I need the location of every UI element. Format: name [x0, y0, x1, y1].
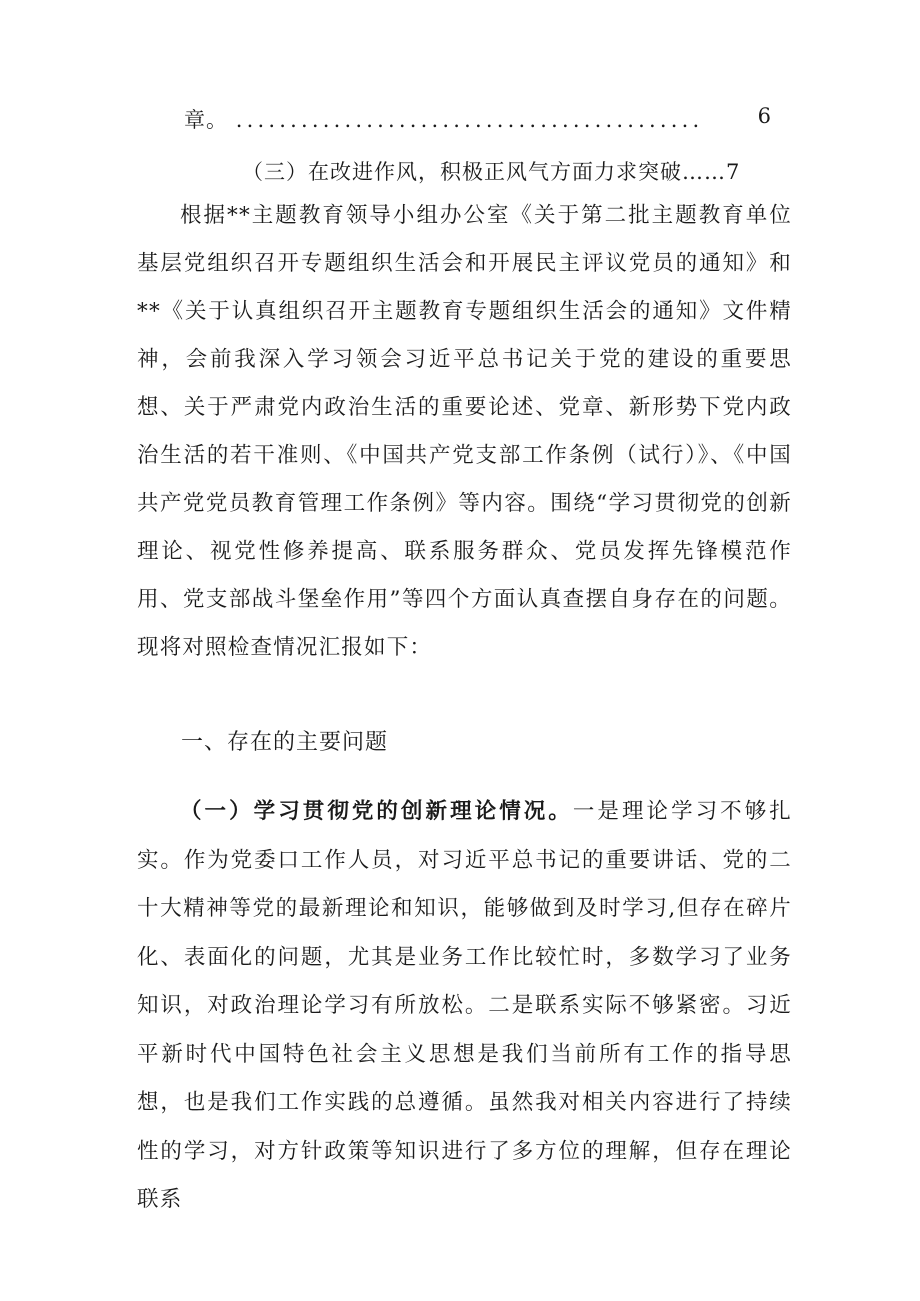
toc-entry-section-3[interactable]: （三）在改进作风，积极正风气方面力求突破……7: [242, 160, 741, 184]
toc-entry-chapter[interactable]: [184, 104, 776, 134]
toc-entry-text: 章。: [184, 108, 228, 132]
toc-leader-dots: ...........................................: [235, 108, 704, 132]
section-heading-main-problems: 一、存在的主要问题: [181, 730, 389, 755]
section-1-lead: （一）学习贯彻党的创新理论情况。: [180, 799, 573, 824]
intro-paragraph: 根据**主题教育领导小组办公室《关于第二批主题教育单位基层党组织召开专题组织生活会和开展民主评议党员的通知》和**《关于认真组织召开主题教育专题组织生活会的通知》文件精神，会前我深入学习领会习近平总书记关于党的建设的重要思想、关于严肃党内政治生活的重要论述、党章、新形势下党内政治生活的若干准则、《中国共产党支部工作条例（试行）》、《中国共产党党员教育管理工作条例》等内容。围绕“学习贯彻党的创新理论、视党性修养提高、联系服务群众、党员发挥先锋模范作用、党支部战斗堡垒作用”等四个方面认真查摆自身存在的问题。现将对照检查情况汇报如下：: [137, 203, 792, 660]
toc-page-number: 6: [757, 104, 772, 128]
section-1-paragraph: [137, 788, 792, 1225]
section-1-text: 一是理论学习不够扎实。作为党委口工作人员，对习近平总书记的重要讲话、党的二十大精神等党的最新理论和知识，能够做到及时学习,但存在碎片化、表面化的问题，尤其是业务工作比较忙时，多数学习了业务知识，对政治理论学习有所放松。二是联系实际不够紧密。习近平新时代中国特色社会主义思想是我们当前所有工作的指导思想，也是我们工作实践的总遵循。虽然我对相关内容进行了持续性的学习，对方针政策等知识进行了多方位的理解，但存在理论联系: [137, 799, 792, 1212]
